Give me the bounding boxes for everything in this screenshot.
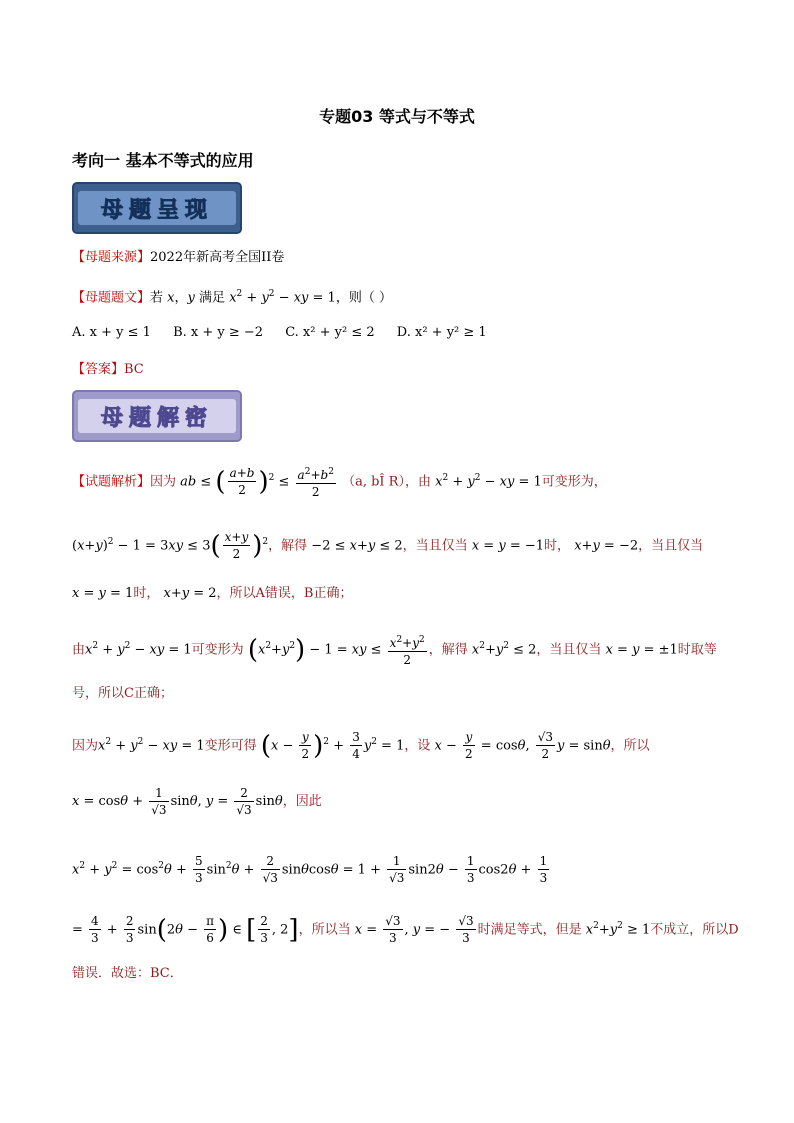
analysis-line-4: 由$x^2 + y^2$ − xy = 1可变形为 $(x^2+y^2) - 1$ = xy ≤ $\frac{x^2+y^2}{2}$ ，解得 $x^2+y^2 \le 2$，当且仅当 x = y = ±1时取等	[72, 626, 717, 670]
analysis-line-2: $(x+y)^2 - 1 = 3xy \le 3$( $\frac{x+y}{2}$ )$^2$，解得 −2 ≤ x+y ≤ 2，当且仅当 x = y = −1时， x+y = −2，当且仅当	[72, 530, 704, 562]
source-tag: 【母题来源】	[72, 250, 151, 265]
analysis-line-10: 错误．故选：BC．	[72, 966, 183, 981]
analysis-line-8: $x^2 + y^2 = \cos^2\theta$ + $\frac{5}{3}$ $\sin^2\theta$ + $\frac{2}{√3}$ sinθcosθ = 1 + $\frac{1}{√3}$ sin2θ − $\frac{1}{3}$ cos2θ + $\frac{1}{3}$	[72, 854, 548, 886]
option-b: B. x + y ≥ −2	[173, 325, 264, 340]
analysis-line-5: 号，所以C正确；	[72, 686, 173, 701]
problem-banner-label: 母题呈现	[78, 191, 236, 225]
option-d: D. x² + y² ≥ 1	[396, 325, 487, 340]
source-line	[72, 248, 284, 268]
answer-value: BC	[124, 362, 144, 377]
analysis-tag: 【试题解析】	[72, 474, 151, 490]
solution-banner-label: 母题解密	[78, 399, 236, 433]
analysis-line-9: = $\frac{4}{3}$ + $\frac{2}{3}$ sin(2θ − $\frac{\pi}{6}$ ) ∈ [ $\frac{2}{3}$ , 2]，所以当 x = $\frac{√3}{3}$ , y = − $\frac{√3}{3}$ 时满足等式，但是 $x^2+y^2 \ge 1$不成立，所以D	[72, 914, 739, 946]
option-c: C. x² + y² ≤ 2	[285, 325, 375, 340]
answer-tag: 【答案】	[72, 362, 125, 377]
solution-banner	[72, 390, 242, 442]
analysis-line-3: x = y = 1时， x+y = 2，所以A错误，B正确；	[72, 586, 353, 601]
options-line	[72, 323, 505, 343]
source-text: 2022年新高考全国II卷	[150, 250, 285, 265]
problem-tag: 【母题题文】	[72, 290, 151, 306]
analysis-line-7: x = cosθ + $\frac{1}{√3}$ sinθ, y = $\frac{2}{√3}$ sinθ，因此	[72, 786, 322, 817]
answer-line	[72, 360, 144, 380]
problem-line: 【母题题文】若 x，y 满足 $x^2 + y^2$ − xy = 1，则（ ）	[72, 289, 392, 306]
analysis-line-6: 因为$x^2 + y^2$ − xy = 1变形可得 (x − $\frac{y}{2}$ )$^2$ + $\frac{3}{4}$ $y^2 = 1$，设 x − $\frac{y}{2}$ = cosθ, $\frac{√3}{2}$ y = sinθ，所以	[72, 730, 650, 762]
document-title: 专题03 等式与不等式	[319, 107, 475, 126]
option-a: A. x + y ≤ 1	[72, 325, 151, 340]
problem-banner	[72, 182, 242, 234]
section-heading: 考向一 基本不等式的应用	[72, 151, 254, 170]
analysis-line-1: 【试题解析】因为 ab ≤ ( $\frac{a+b}{2}$ )$^2$ ≤ $\frac{a^2+b^2}{2}$ （a, bÎ R），由 $x^2 + y^2$ − xy = 1可变形为，	[72, 460, 607, 500]
